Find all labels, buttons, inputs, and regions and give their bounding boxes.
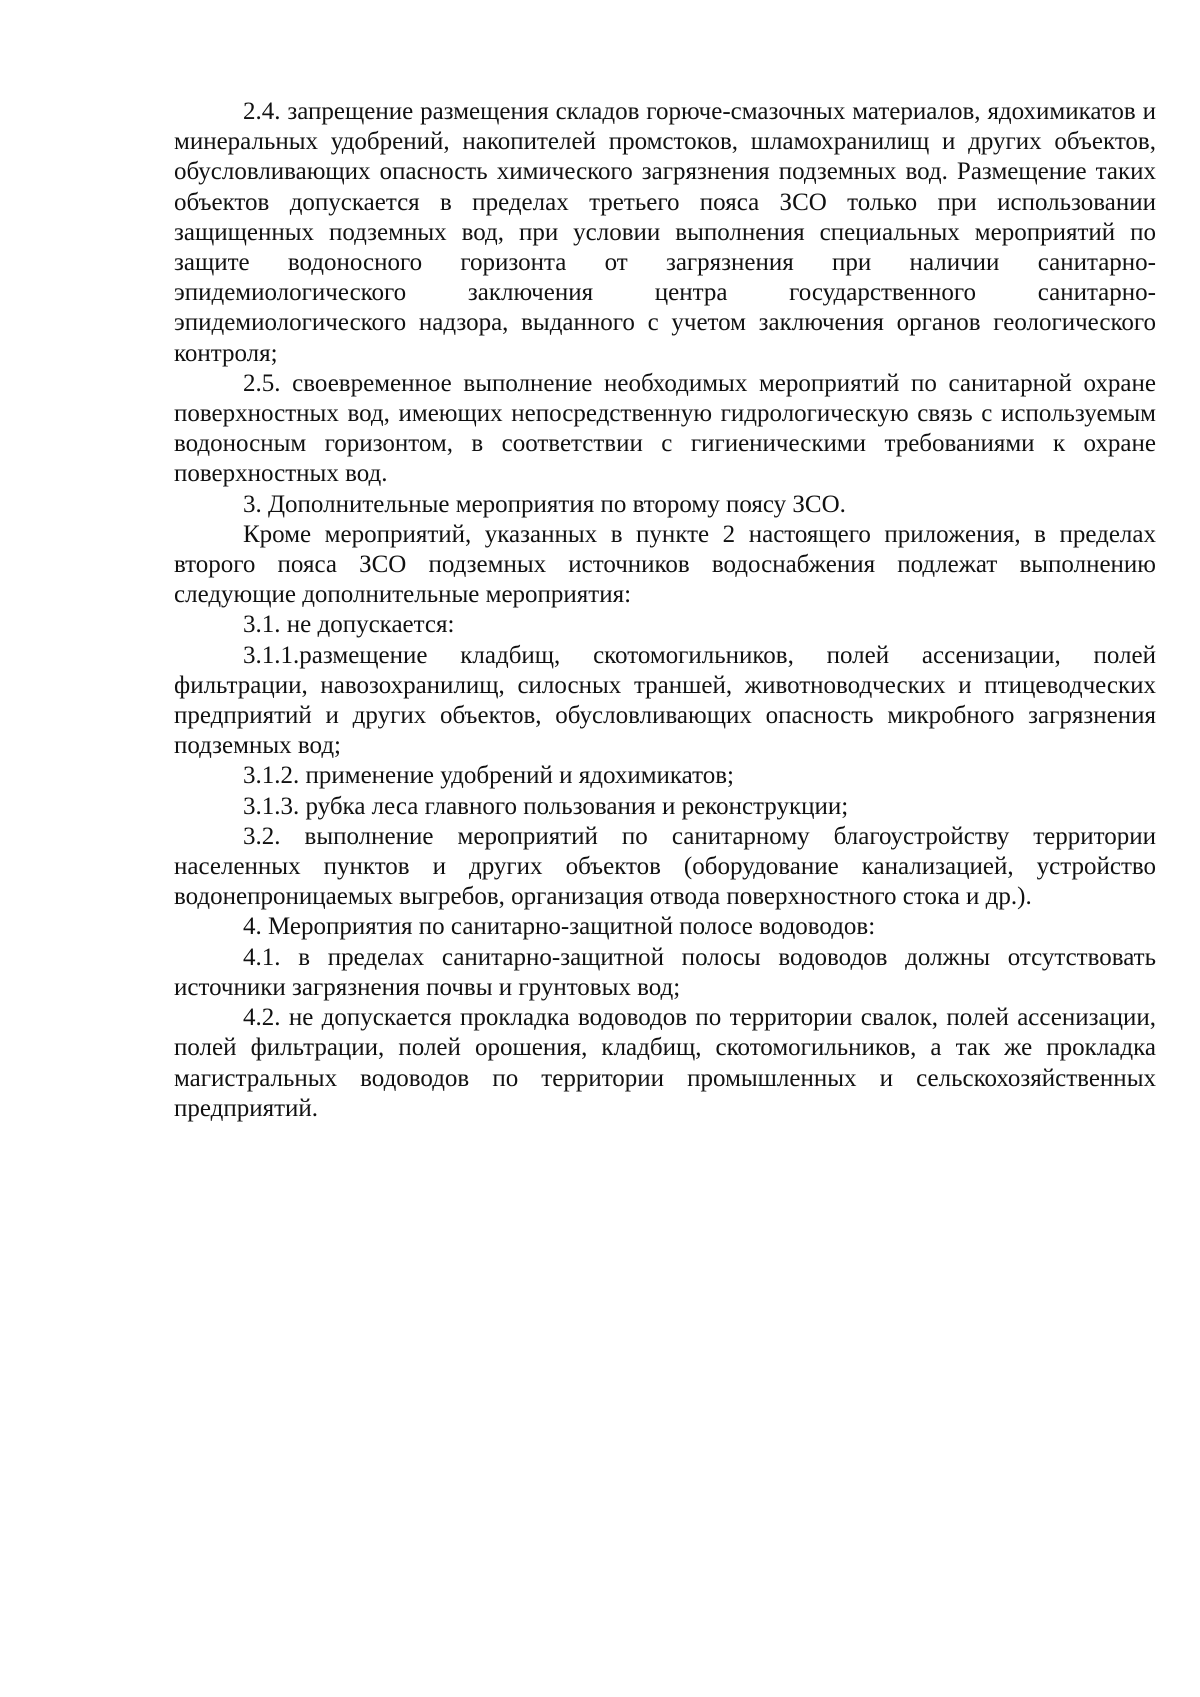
paragraph-2-5: 2.5. своевременное выполнение необходимых мероприятий по санитарной охране поверхностных вод, имеющих непосредственную гидрологическую связь с используемым водоносным горизонтом, в соответствии с гигиеническими требованиями к охране поверхностных вод. xyxy=(174,369,1156,488)
paragraph-4-2: 4.2. не допускается прокладка водоводов по территории свалок, полей ассенизации, полей фильтрации, полей орошения, кладбищ, скотомогильников, а так же прокладка магистральных водоводов по территории промышленных и сельскохозяйственных предприятий. xyxy=(174,1004,1156,1122)
section-heading-3: 3. Дополнительные мероприятия по второму поясу ЗСО. xyxy=(243,490,846,518)
paragraph-3-intro: Кроме мероприятий, указанных в пункте 2 настоящего приложения, в пределах второго пояса ЗСО подземных источников водоснабжения подлежат выполнению следующие дополнительные мероприятия: xyxy=(174,520,1156,609)
paragraph-3-1-3: 3.1.3. рубка леса главного пользования и реконструкции; xyxy=(243,792,849,820)
paragraph-3-1-2: 3.1.2. применение удобрений и ядохимикатов; xyxy=(243,762,734,790)
paragraph-3-2: 3.2. выполнение мероприятий по санитарному благоустройству территории населенных пунктов и других объектов (оборудование канализацией, устройство водонепроницаемых выгребов, организация отвода поверхностного стока и др.). xyxy=(174,822,1156,911)
paragraph-3-1: 3.1. не допускается: xyxy=(243,611,455,639)
paragraph-4-1: 4.1. в пределах санитарно-защитной полосы водоводов должны отсутствовать источники загрязнения почвы и грунтовых вод; xyxy=(174,943,1156,1001)
document-body xyxy=(174,97,1156,1124)
paragraph-2-4: 2.4. запрещение размещения складов горюче-смазочных материалов, ядохимикатов и минеральных удобрений, накопителей промстоков, шламохранилищ и других объектов, обусловливающих опасность химического загрязнения подземных вод. Размещение таких объектов допускается в пределах третьего пояса ЗСО только при использовании защищенных подземных вод, при условии выполнения специальных мероприятий по защите водоносного горизонта от загрязнения при наличии санитарно-эпидемиологического заключения центра государственного санитарно-эпидемиологического надзора, выданного с учетом заключения органов геологического контроля; xyxy=(174,98,1156,367)
paragraph-3-1-1: 3.1.1.размещение кладбищ, скотомогильников, полей ассенизации, полей фильтрации, навозохранилищ, силосных траншей, животноводческих и птицеводческих предприятий и других объектов, обусловливающих опасность микробного загрязнения подземных вод; xyxy=(174,641,1156,760)
section-heading-4: 4. Мероприятия по санитарно-защитной полосе водоводов: xyxy=(243,913,876,941)
